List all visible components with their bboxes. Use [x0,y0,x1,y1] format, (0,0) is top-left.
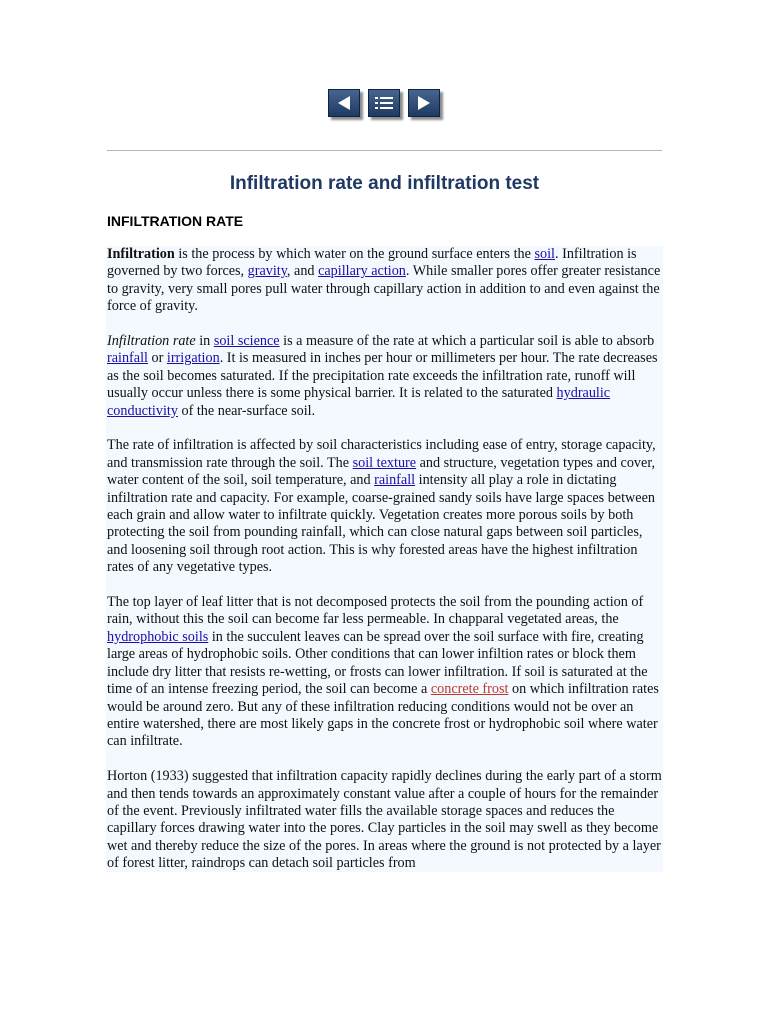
text: on which infiltration rates would be around zero. But any of these infiltration reducing conditions would not be over an entire watershed, there are most likely gaps in the concrete frost or hydrophobic soil where water can infiltrate. [107,681,659,750]
text: of the near-surface soil. [177,402,316,419]
link-rainfall[interactable]: rainfall [374,472,416,489]
text: The top layer of leaf litter that is not decomposed protects the soil from the pounding action of rain, without this the soil can become far less permeable. In chapparal vegetated areas, the [107,594,644,628]
link-concrete-frost[interactable]: concrete frost [430,681,509,698]
paragraph-1 [106,246,663,316]
section-heading: INFILTRATION RATE [107,213,244,229]
paragraph-3 [106,437,663,576]
bold-term: Infiltration [107,246,175,262]
previous-page-button[interactable] [328,89,360,117]
arrow-left-icon [329,90,359,116]
paragraph-2 [106,333,663,420]
next-page-button[interactable] [408,89,440,117]
page-title: Infiltration rate and infiltration test [229,173,540,194]
link-capillary-action[interactable]: capillary action [318,263,406,280]
text: intensity all play a role in dictating infiltration rate and capacity. For example, coarse-grained sandy soils have large spaces between each grain and allow water to infiltrate quickly. Vegetation creates more porous soils by both protecting the soil from pounding rainfall, which can close natural gaps between soil particles, and loosening soil through root action. This is why forested areas have the highest infiltration rates of any vegetative types. [107,472,655,576]
paragraph-4 [106,594,663,751]
link-soil[interactable]: soil [534,246,555,262]
link-hydraulic-conductivity[interactable]: hydraulic conductivity [107,385,611,419]
link-rainfall[interactable]: rainfall [107,350,148,367]
text: in [195,333,214,350]
link-soil-science[interactable]: soil science [213,333,280,350]
text: and structure, vegetation types and cover, water content of the soil, soil temperature, and [107,454,656,489]
text: . It is measured in inches per hour or millimeters per hour. The rate decreases as the soil becomes saturated. If the precipitation rate exceeds the infiltration rate, runoff will usually occur unless there is some physical barrier. It is related to the saturated [107,350,658,402]
text: is the process by which water on the ground surface enters the [174,246,535,262]
contents-button[interactable] [368,89,400,117]
article-body [106,246,663,872]
italic-term: Infiltration rate [107,333,196,350]
text: . Infiltration is governed by two forces, [107,246,637,280]
text: Horton (1933) suggested that infiltration capacity rapidly declines during the early part of a storm and then tends towards an approximately constant value after a couple of hours for the remainder of the event. Previously infiltrated water fills the available storage spaces and reduces the capillary forces drawing water into the pores. Clay particles in the soil may swell as they become wet and thereby reduce the size of the pores. In areas where the ground is not protected by a layer of forest litter, raindrops can detach soil particles from [107,768,662,872]
text: . While smaller pores offer greater resistance to gravity, very small pores pull water through capillary action in addition to and even against the force of gravity. [107,263,661,315]
text: is a measure of the rate at which a particular soil is able to absorb [279,333,655,350]
link-gravity[interactable]: gravity [247,263,287,280]
link-soil-texture[interactable]: soil texture [352,454,417,471]
paragraph-5 [106,768,663,872]
text: in the succulent leaves can be spread over the soil surface with fire, creating large areas of hydrophobic soils. Other conditions that can lower infiltion rates or block them include dry litter that resists re-wetting, or frosts can lower infiltration. If soil is saturated at the time of an intense freezing period, the soil can become a [107,628,648,698]
link-irrigation[interactable]: irrigation [166,350,220,367]
text: , and [286,263,319,280]
list-icon [369,90,399,116]
link-hydrophobic-soils[interactable]: hydrophobic soils [107,628,209,645]
arrow-right-icon [409,90,439,116]
text: or [147,350,167,367]
divider [107,150,662,151]
navigation-bar [326,89,444,123]
text: The rate of infiltration is affected by soil characteristics including ease of entry, storage capacity, and transmission rate through the soil. The [107,437,656,471]
